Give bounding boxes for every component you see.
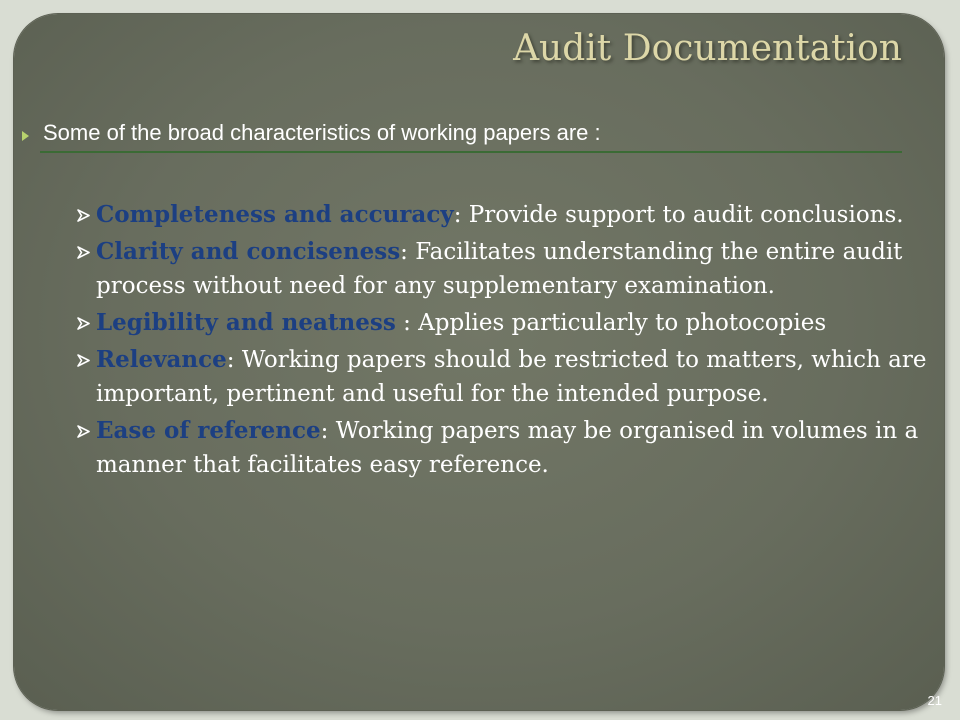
item-term: Clarity and conciseness: [96, 238, 401, 265]
intro-text: Some of the broad characteristics of working papers are :: [43, 120, 601, 145]
item-term: Completeness and accuracy: [96, 201, 454, 228]
arrow-bullet-icon: [77, 246, 90, 259]
item-term: Legibility and neatness: [96, 309, 396, 336]
characteristics-list: [74, 198, 946, 485]
list-item: [74, 343, 946, 411]
arrow-bullet-icon: [77, 425, 90, 438]
page-number: 21: [927, 693, 942, 708]
slide-title: Audit Documentation: [513, 28, 902, 69]
item-term: Relevance: [96, 346, 227, 373]
intro-underline: [40, 151, 902, 153]
item-separator: :: [400, 239, 416, 265]
item-separator: :: [395, 310, 419, 336]
item-separator: :: [320, 418, 336, 444]
triangle-bullet-icon: [22, 131, 29, 141]
arrow-bullet-icon: [77, 209, 90, 222]
item-text: Applies particularly to photocopies: [418, 310, 827, 336]
list-item: [74, 306, 946, 340]
list-item: [74, 414, 946, 482]
item-text: Working papers should be restricted to matters, which are important, pertinent and useful for the intended purpose.: [96, 347, 927, 407]
item-text: Provide support to audit conclusions.: [468, 202, 904, 228]
item-separator: :: [226, 347, 242, 373]
item-text: Facilitates understanding the entire audit process without need for any supplementary examination.: [96, 239, 903, 299]
item-separator: :: [453, 202, 469, 228]
list-item: [74, 198, 946, 232]
item-text: Working papers may be organised in volumes in a manner that facilitates easy reference.: [96, 418, 919, 478]
list-item: [74, 235, 946, 303]
arrow-bullet-icon: [77, 317, 90, 330]
item-term: Ease of reference: [96, 417, 321, 444]
arrow-bullet-icon: [77, 354, 90, 367]
